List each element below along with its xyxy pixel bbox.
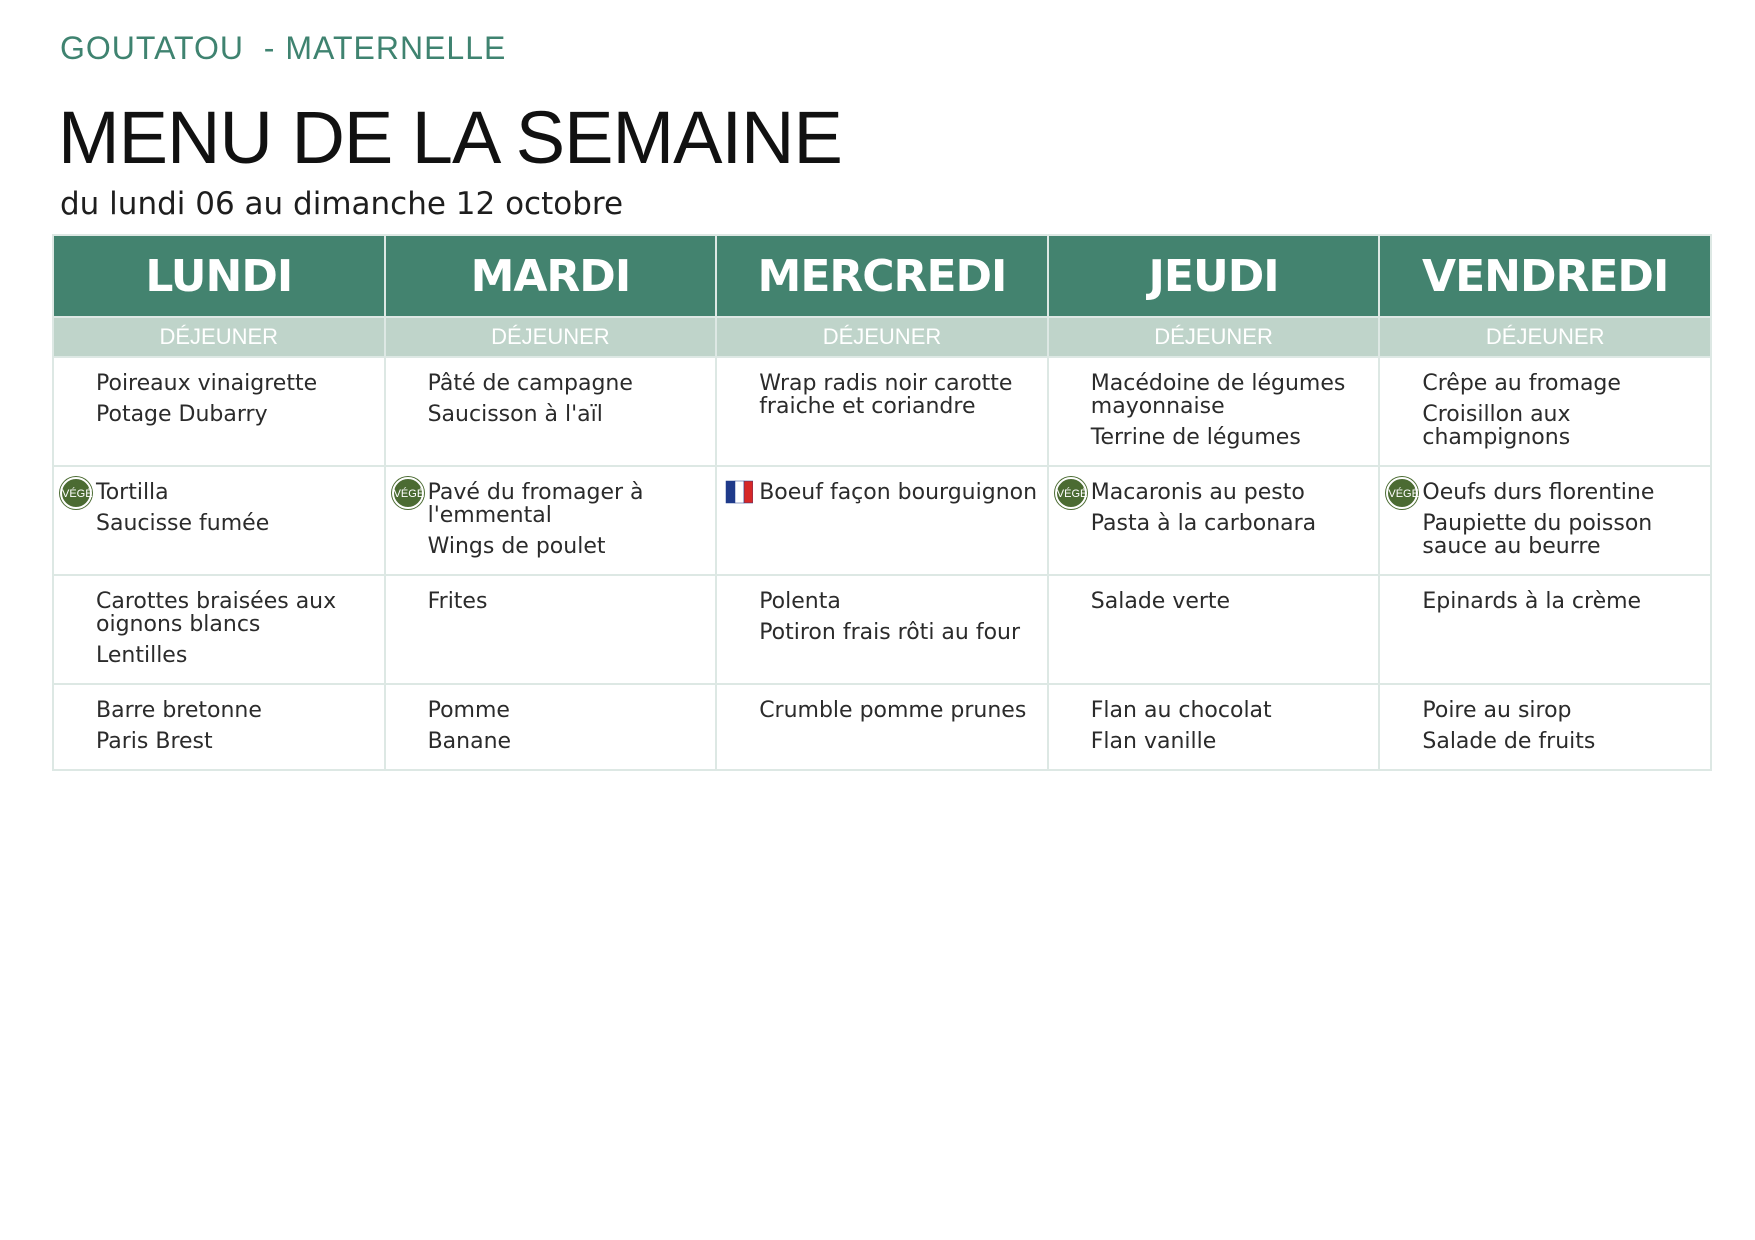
dish-list — [1049, 576, 1379, 629]
dish-item: Macédoine de légumes mayonnaise — [1090, 371, 1346, 419]
dish-item: Paupiette du poisson sauce au beurre — [1422, 511, 1653, 559]
dish-item: Oeufs durs florentine — [1422, 480, 1655, 505]
dish-list — [717, 358, 1047, 434]
french-flag-icon — [725, 479, 753, 505]
meal-label-jeudi: DÉJEUNER — [1048, 317, 1380, 357]
dish-item: Saucisse fumée — [96, 511, 270, 536]
dish-list — [54, 467, 384, 551]
dish-item: Potiron frais rôti au four — [759, 620, 1021, 645]
menu-cell — [385, 575, 717, 684]
weekly-menu-table — [52, 234, 1712, 771]
meal-header-row — [53, 317, 1711, 357]
dish-list — [1380, 467, 1710, 574]
menu-cell — [716, 466, 1048, 575]
menu-cell — [53, 575, 385, 684]
course-row-side — [53, 575, 1711, 684]
dish-list — [1380, 358, 1710, 465]
dish-item: Pasta à la carbonara — [1090, 511, 1317, 536]
menu-cell — [1379, 466, 1711, 575]
dish-item: Pavé du fromager à l'emmental — [427, 480, 644, 528]
dish-item: Poire au sirop — [1422, 698, 1572, 723]
day-header-mardi: MARDI — [385, 235, 717, 317]
vege-badge-icon: VÉGÉ — [392, 477, 424, 509]
dish-item: Banane — [427, 729, 512, 754]
meal-label-vendredi: DÉJEUNER — [1379, 317, 1711, 357]
dish-item: Flan au chocolat — [1090, 698, 1272, 723]
dish-item: Carottes braisées aux oignons blancs — [96, 589, 337, 637]
menu-cell — [53, 357, 385, 466]
dish-list — [386, 685, 716, 769]
dish-list — [1049, 685, 1379, 769]
dish-item: Poireaux vinaigrette — [96, 371, 318, 396]
dish-item: Wrap radis noir carotte fraiche et coriandre — [759, 371, 1013, 419]
dish-list — [1049, 358, 1379, 465]
dish-item: Polenta — [759, 589, 841, 614]
vege-badge-icon: VÉGÉ — [1055, 477, 1087, 509]
page-title: MENU DE LA SEMAINE — [58, 96, 842, 179]
dish-list — [54, 576, 384, 683]
dish-list — [717, 467, 1047, 520]
day-header-row — [53, 235, 1711, 317]
dish-list — [717, 685, 1047, 738]
menu-cell — [1048, 575, 1380, 684]
dish-item: Terrine de légumes — [1090, 425, 1301, 450]
menu-cell — [716, 357, 1048, 466]
menu-cell — [385, 357, 717, 466]
course-row-dessert — [53, 684, 1711, 770]
menu-cell — [53, 684, 385, 770]
vege-badge-icon: VÉGÉ — [1386, 477, 1418, 509]
dish-item: Flan vanille — [1090, 729, 1217, 754]
date-range: du lundi 06 au dimanche 12 octobre — [60, 186, 624, 222]
course-row-starter — [53, 357, 1711, 466]
day-header-mercredi: MERCREDI — [716, 235, 1048, 317]
menu-body — [53, 357, 1711, 770]
meal-label-lundi: DÉJEUNER — [53, 317, 385, 357]
brand-label: GOUTATOU - MATERNELLE — [60, 30, 507, 66]
course-row-main — [53, 466, 1711, 575]
dish-item: Boeuf façon bourguignon — [759, 480, 1038, 505]
dish-item: Frites — [427, 589, 488, 614]
menu-cell — [1048, 684, 1380, 770]
day-header-jeudi: JEUDI — [1048, 235, 1380, 317]
menu-cell — [716, 575, 1048, 684]
dish-list — [1380, 685, 1710, 769]
dish-item: Wings de poulet — [427, 534, 606, 559]
vege-badge-icon: VÉGÉ — [60, 477, 92, 509]
dish-list — [717, 576, 1047, 660]
dish-list — [1380, 576, 1710, 629]
dish-list — [1049, 467, 1379, 551]
menu-cell — [1379, 575, 1711, 684]
dish-item: Pâté de campagne — [427, 371, 633, 396]
dish-item: Salade verte — [1090, 589, 1231, 614]
menu-cell — [1379, 357, 1711, 466]
menu-cell — [385, 684, 717, 770]
dish-item: Crêpe au fromage — [1422, 371, 1621, 396]
dish-item: Macaronis au pesto — [1090, 480, 1305, 505]
meal-label-mardi: DÉJEUNER — [385, 317, 717, 357]
dish-item: Epinards à la crème — [1422, 589, 1642, 614]
dish-item: Pomme — [427, 698, 510, 723]
menu-cell — [1379, 684, 1711, 770]
menu-cell — [1048, 357, 1380, 466]
dish-list — [54, 685, 384, 769]
menu-cell — [1048, 466, 1380, 575]
dish-list — [54, 358, 384, 442]
dish-item: Saucisson à l'aïl — [427, 402, 603, 427]
menu-cell — [716, 684, 1048, 770]
menu-cell — [385, 466, 717, 575]
dish-item: Potage Dubarry — [96, 402, 268, 427]
day-header-lundi: LUNDI — [53, 235, 385, 317]
dish-item: Salade de fruits — [1422, 729, 1596, 754]
dish-item: Barre bretonne — [96, 698, 262, 723]
dish-list — [386, 467, 716, 574]
dish-item: Lentilles — [96, 643, 188, 668]
dish-item: Crumble pomme prunes — [759, 698, 1027, 723]
meal-label-mercredi: DÉJEUNER — [716, 317, 1048, 357]
dish-item: Tortilla — [96, 480, 169, 505]
dish-item: Croisillon aux champignons — [1422, 402, 1571, 450]
dish-list — [386, 358, 716, 442]
dish-item: Paris Brest — [96, 729, 213, 754]
day-header-vendredi: VENDREDI — [1379, 235, 1711, 317]
menu-cell — [53, 466, 385, 575]
dish-list — [386, 576, 716, 629]
